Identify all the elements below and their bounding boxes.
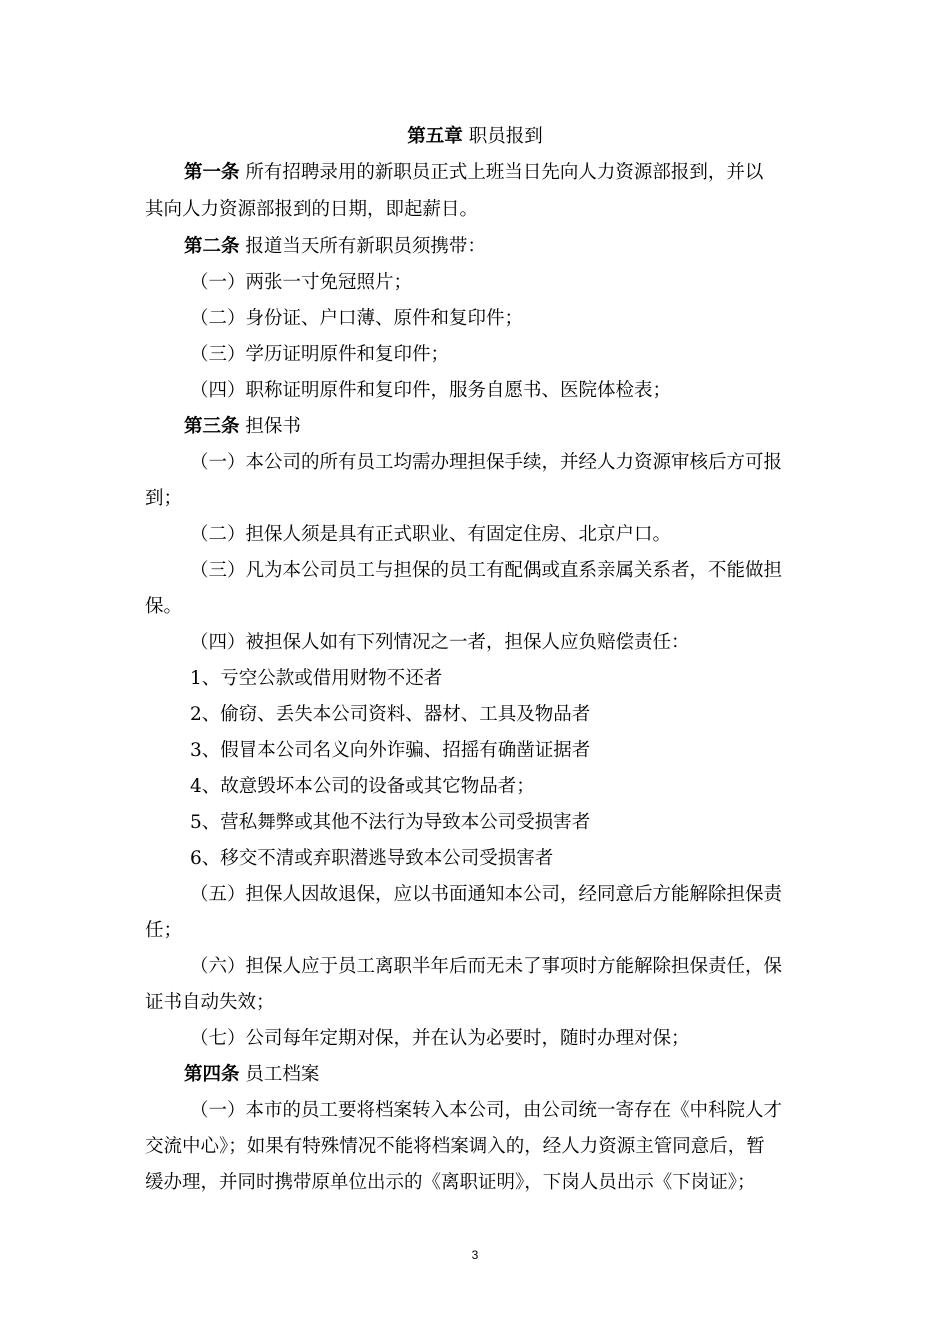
article-3-label: 第三条 (184, 416, 240, 437)
article-2-item-1: （一）两张一寸免冠照片； (190, 272, 413, 293)
article-3-subitem-1: 1、亏空公款或借用财物不还者 (190, 668, 443, 689)
article-1-label: 第一条 (184, 162, 240, 183)
article-2-label: 第二条 (184, 236, 240, 257)
article-3-p6-line-2: 证书自动失效； (145, 992, 275, 1013)
article-3-subitem-6: 6、移交不清或弃职潜逃导致本公司受损害者 (190, 848, 554, 869)
article-4-heading (184, 1062, 319, 1088)
article-2-item-4: （四）职称证明原件和复印件，服务自愿书、医院体检表； (190, 380, 672, 401)
article-2-text: 报道当天所有新职员须携带： (245, 236, 486, 257)
article-2-item-2: （二）身份证、户口薄、原件和复印件； (190, 308, 524, 329)
article-1-line-1 (184, 160, 763, 186)
article-3-p5-line-1: （五）担保人因故退保，应以书面通知本公司，经同意后方能解除担保责 (190, 884, 783, 905)
article-3-p1-line-1: （一）本公司的所有员工均需办理担保手续，并经人力资源审核后方可报 (190, 452, 783, 473)
article-3-subitem-5: 5、营私舞弊或其他不法行为导致本公司受损害者 (190, 812, 591, 833)
article-3-p1-line-2: 到； (145, 488, 183, 509)
chapter-title: 职员报到 (468, 126, 543, 147)
article-2-item-3: （三）学历证明原件和复印件； (190, 344, 450, 365)
article-3-p6-line-1: （六）担保人应于员工离职半年后而无未了事项时方能解除担保责任，保 (190, 956, 783, 977)
article-3-p4: （四）被担保人如有下列情况之一者，担保人应负赔偿责任： (190, 632, 690, 653)
article-4-p1-line-3: 缓办理，并同时携带原单位出示的《离职证明》，下岗人员出示《下岗证》； (145, 1172, 756, 1193)
article-1-line-2: 其向人力资源部报到的日期，即起薪日。 (145, 199, 479, 220)
article-4-label: 第四条 (184, 1064, 240, 1085)
article-2-heading (184, 234, 486, 260)
article-3-subitem-2: 2、偷窃、丢失本公司资料、器材、工具及物品者 (190, 704, 591, 725)
article-4-p1-line-1: （一）本市的员工要将档案转入本公司，由公司统一寄存在《中科院人才 (190, 1100, 783, 1121)
article-3-p2: （二）担保人须是具有正式职业、有固定住房、北京户口。 (190, 524, 672, 545)
article-1-text: 所有招聘录用的新职员正式上班当日先向人力资源部报到，并以 (245, 162, 764, 183)
article-3-p5-line-2: 任； (145, 920, 183, 941)
page-number: 3 (471, 1248, 479, 1262)
chapter-heading (0, 124, 950, 150)
article-4-text: 员工档案 (245, 1064, 320, 1085)
article-3-text: 担保书 (245, 416, 301, 437)
article-3-subitem-4: 4、故意毁坏本公司的设备或其它物品者； (190, 776, 535, 797)
article-4-p1-line-2: 交流中心》；如果有特殊情况不能将档案调入的，经人力资源主管同意后，暂 (145, 1136, 765, 1157)
article-3-p3-line-2: 保。 (145, 596, 183, 617)
article-3-p3-line-1: （三）凡为本公司员工与担保的员工有配偶或直系亲属关系者，不能做担 (190, 560, 783, 581)
chapter-label: 第五章 (407, 126, 463, 147)
article-3-subitem-3: 3、假冒本公司名义向外诈骗、招摇有确凿证据者 (190, 740, 591, 761)
article-3-p7: （七）公司每年定期对保，并在认为必要时，随时办理对保； (190, 1028, 690, 1049)
article-3-heading (184, 414, 301, 440)
